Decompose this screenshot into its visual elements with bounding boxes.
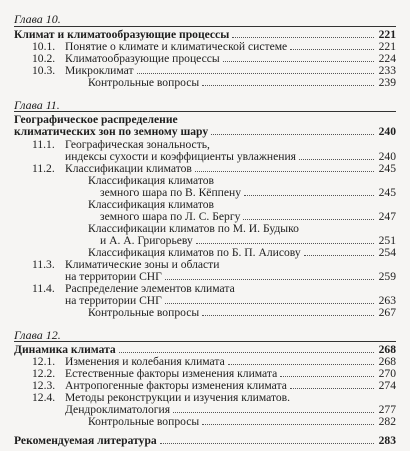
page-number: 221 <box>378 28 396 41</box>
chapter-12-label: Глава 12. <box>14 328 61 342</box>
dot-leader <box>165 303 374 304</box>
page-number: 263 <box>378 294 396 307</box>
section-number: 10.1. <box>32 40 56 53</box>
chapter-11-title-entry[interactable] <box>14 125 396 138</box>
chapter-11-rule <box>14 111 396 112</box>
section-title: и А. А. Григорьеву <box>100 234 193 247</box>
section-title: на территории СНГ <box>65 294 162 307</box>
dot-leader <box>196 243 374 244</box>
dot-leader <box>243 219 374 220</box>
toc-entry-12-questions[interactable] <box>88 415 396 428</box>
dot-leader <box>299 159 374 160</box>
chapter-11-title: климатических зон по земному шару <box>14 125 209 138</box>
section-number: 10.3. <box>32 64 56 77</box>
section-title: Рекомендуемая литература <box>14 434 157 447</box>
section-title: Климатообразующие процессы <box>65 52 220 65</box>
page-number: 221 <box>378 40 396 53</box>
dot-leader <box>280 376 374 377</box>
section-title: Контрольные вопросы <box>88 306 200 319</box>
section-title: Естественные факторы изменения климата <box>65 367 278 380</box>
page-number: 240 <box>378 150 396 163</box>
section-title: Антропогенные факторы изменения климата <box>65 379 287 392</box>
section-title: Климатические зоны и области <box>65 258 220 271</box>
section-title: Контрольные вопросы <box>88 415 200 428</box>
section-title: земного шара по В. Кёппену <box>100 186 242 199</box>
section-title: Классификация климатов по Б. П. Алисову <box>88 246 301 259</box>
chapter-10-rule <box>14 26 396 27</box>
section-number: 11.4. <box>32 282 55 295</box>
chapter-11-label: Глава 11. <box>14 98 60 112</box>
dot-leader <box>304 255 374 256</box>
dot-leader <box>165 279 374 280</box>
dot-leader <box>160 443 374 444</box>
section-title: земного шара по Л. С. Бергу <box>100 210 241 223</box>
page-number: 267 <box>378 306 396 319</box>
page-number: 254 <box>378 246 396 259</box>
chapter-10-label: Глава 10. <box>14 12 61 26</box>
section-title: индексы сухости и коэффициенты увлажнения <box>65 150 296 163</box>
page-number: 268 <box>378 343 396 356</box>
chapter-11-title-line1: Географическое распределение <box>14 113 178 126</box>
page-number: 245 <box>378 162 396 175</box>
section-title: на территории СНГ <box>65 270 162 283</box>
toc-entry-10-questions[interactable] <box>88 76 396 89</box>
page-number: 282 <box>378 415 396 428</box>
page-number: 233 <box>378 64 396 77</box>
dot-leader <box>244 195 374 196</box>
dot-leader <box>173 412 374 413</box>
chapter-10-title: Климат и климатообразующие процессы <box>14 28 230 41</box>
toc-entry-11-questions[interactable] <box>88 306 396 319</box>
chapter-12-rule <box>14 341 396 342</box>
page-number: 251 <box>378 234 396 247</box>
dot-leader <box>211 134 374 135</box>
page-number: 259 <box>378 270 396 283</box>
dot-leader <box>228 364 374 365</box>
section-number: 12.2. <box>32 367 56 380</box>
section-title: Дендроклиматология <box>65 403 171 416</box>
section-title: Классификации климатов <box>65 162 192 175</box>
dot-leader <box>119 352 374 353</box>
dot-leader <box>202 85 374 86</box>
section-title: Изменения и колебания климата <box>65 355 225 368</box>
toc-subentry-koppen-line1: Классификация климатов <box>88 174 215 187</box>
section-title: Методы реконструкции и изучения климатов. <box>65 391 291 404</box>
dot-leader <box>223 61 374 62</box>
section-title: Контрольные вопросы <box>88 76 200 89</box>
page-number: 283 <box>378 434 396 447</box>
dot-leader <box>290 388 374 389</box>
section-number: 11.1. <box>32 138 55 151</box>
section-number: 11.2. <box>32 162 55 175</box>
section-number: 12.1. <box>32 355 56 368</box>
section-number: 12.3. <box>32 379 56 392</box>
toc-entry-literature[interactable] <box>14 434 396 447</box>
dot-leader <box>195 171 374 172</box>
page-number: 239 <box>378 76 396 89</box>
page-number: 245 <box>378 186 396 199</box>
section-number: 10.2. <box>32 52 56 65</box>
section-title: Понятие о климате и климатической системе <box>65 40 288 53</box>
section-title: Распределение элементов климата <box>65 282 235 295</box>
dot-leader <box>202 424 374 425</box>
page-number: 274 <box>378 379 396 392</box>
toc-subentry-budyko-line1: Классификации климатов по М. И. Будыко <box>88 222 299 235</box>
page-number: 247 <box>378 210 396 223</box>
section-title: Микроклимат <box>65 64 134 77</box>
dot-leader <box>290 49 374 50</box>
section-number: 11.3. <box>32 258 55 271</box>
dot-leader <box>232 37 374 38</box>
dot-leader <box>202 315 374 316</box>
section-number: 12.4. <box>32 391 56 404</box>
page-number: 270 <box>378 367 396 380</box>
dot-leader <box>137 73 374 74</box>
page-number: 240 <box>378 125 396 138</box>
page-number: 224 <box>378 52 396 65</box>
toc-subentry-berg-line1: Классификация климатов <box>88 198 215 211</box>
page-number: 277 <box>378 403 396 416</box>
section-title: Географическая зональность, <box>65 138 210 151</box>
page-number: 268 <box>378 355 396 368</box>
chapter-12-title: Динамика климата <box>14 343 116 356</box>
